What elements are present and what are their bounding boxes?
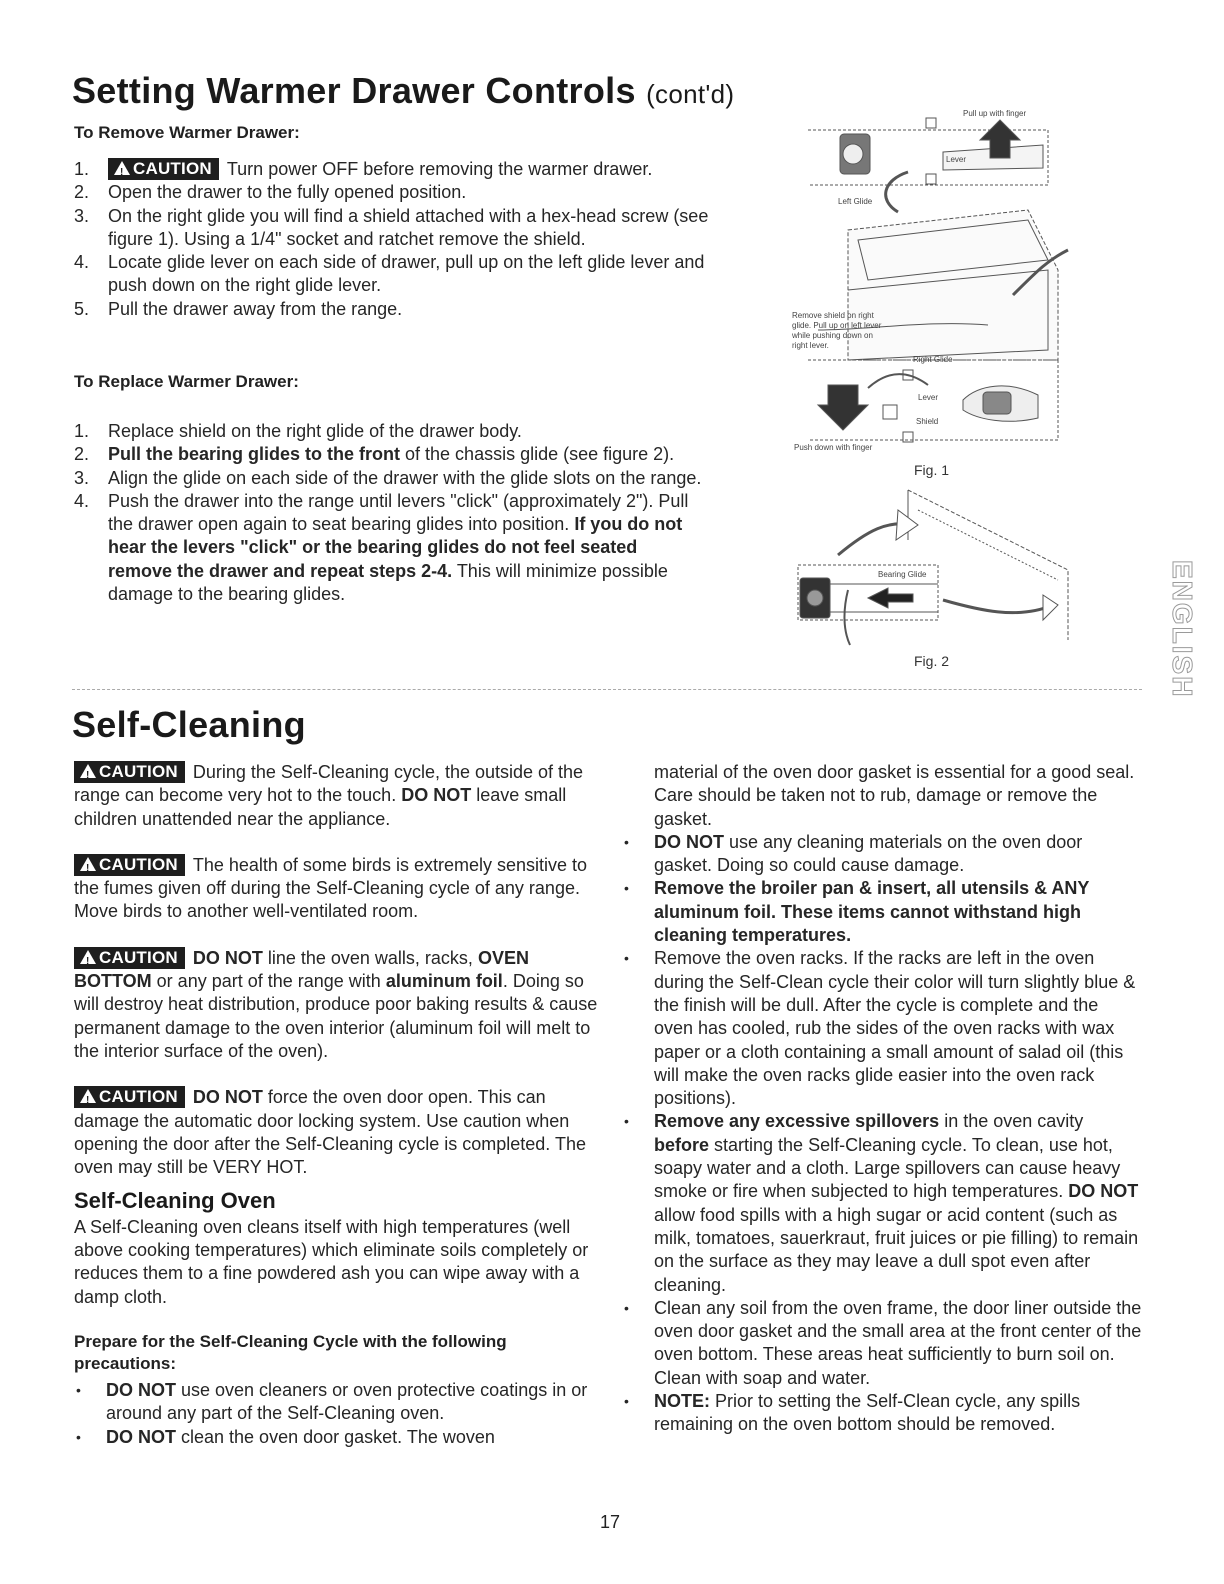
caution-1: ! CAUTION During the Self-Cleaning cycle, the outside of the range can become very hot to the touch. DO NOT leave small children unattended near the appliance.: [74, 762, 584, 829]
language-tab: ENGLISH: [1167, 560, 1198, 699]
label-remove-shield-3: while pushing down on: [792, 331, 873, 340]
right-bullets: [622, 831, 1142, 1437]
label-remove-shield-2: glide. Pull up on left lever: [792, 321, 882, 330]
oven-text: A Self-Cleaning oven cleans itself with high temperatures (well above cooking temperatures) which eliminate soils completely or reduces them to a fine powdered ash you can wipe away with a damp cloth.: [74, 1216, 589, 1307]
page-title: [72, 70, 734, 112]
replace-step-2: 2. Pull the bearing glides to the front of the chassis glide (see figure 2).: [74, 444, 675, 465]
remove-step-2: 2. Open the drawer to the fully opened position.: [74, 182, 467, 203]
figure-2-caption: Fig. 2: [914, 653, 950, 669]
figure-2-illustration: [788, 480, 1078, 655]
list-item: • Clean any soil from the oven frame, the door liner outside the oven door gasket and the small area at the front center of the oven bottom. These areas heat sufficiently to burn soil on. Clean with soap and water.: [624, 1297, 1142, 1388]
label-shield: Shield: [916, 417, 939, 426]
label-remove-shield-1: Remove shield on right: [792, 311, 874, 320]
caution-badge: ! CAUTION: [108, 158, 219, 180]
remove-steps: [74, 158, 724, 321]
list-item: • DO NOT use oven cleaners or oven protective coatings in or around any part of the Self-Cleaning oven.: [76, 1379, 588, 1424]
section-divider: [72, 689, 1142, 690]
page-number: 17: [600, 1512, 621, 1532]
right-column: [622, 761, 1142, 1437]
remove-step-5: 5. Pull the drawer away from the range.: [74, 298, 403, 319]
page-title-suffix: (cont'd): [646, 79, 735, 109]
label-push-down: Push down with finger: [794, 443, 873, 452]
prepare-heading: Prepare for the Self-Cleaning Cycle with the following precautions:: [74, 1331, 507, 1373]
label-lever-top: Lever: [946, 155, 967, 164]
warning-icon: !: [80, 1089, 96, 1103]
warning-icon: !: [80, 857, 96, 871]
remove-step-1: 1. ! CAUTION Turn power OFF before removing the warmer drawer.: [74, 159, 653, 179]
gasket-continuation: material of the oven door gasket is essential for a good seal. Care should be taken not to rub, damage or remove the gasket.: [654, 762, 1135, 829]
remove-step-4: 4. Locate glide lever on each side of drawer, pull up on the left glide lever and push down on the right glide lever.: [74, 252, 705, 296]
replace-step-1: 1. Replace shield on the right glide of the drawer body.: [74, 421, 522, 441]
label-pull-up: Pull up with finger: [963, 109, 1027, 118]
label-left-glide: Left Glide: [838, 197, 873, 206]
replace-heading: To Replace Warmer Drawer:: [74, 372, 299, 391]
page-title-text: Setting Warmer Drawer Controls: [72, 70, 636, 111]
left-column: [74, 761, 604, 1449]
caution-2: ! CAUTION The health of some birds is extremely sensitive to the fumes given off during the Self-Cleaning cycle of any range. Move birds to another well-ventilated room.: [74, 854, 588, 922]
list-item: • DO NOT clean the oven door gasket. The woven: [76, 1426, 495, 1447]
caution-badge: ! CAUTION: [74, 854, 185, 876]
self-cleaning-heading: Self-Cleaning: [72, 704, 306, 745]
warning-icon: !: [80, 764, 96, 778]
warning-icon: !: [114, 161, 130, 175]
list-item: • DO NOT use any cleaning materials on the oven door gasket. Doing so could cause damage.: [624, 831, 1083, 876]
left-bullets: [74, 1379, 604, 1449]
list-item: • Remove the oven racks. If the racks are left in the oven during the Self-Clean cycle their color will turn slightly blue & the finish will be dull. After the cycle is complete and the oven has cooled, rub the sides of the oven racks with wax paper or a cloth containing a small amount of salad oil (this will make the oven racks glide easier into the oven rack positions).: [624, 948, 1136, 1109]
caution-badge: ! CAUTION: [74, 1086, 185, 1108]
label-right-glide: Right Glide: [913, 355, 953, 364]
caution-badge: ! CAUTION: [74, 761, 185, 783]
list-item: • Remove any excessive spillovers in the oven cavity before starting the Self-Cleaning cycle. To clean, use hot, soapy water and a cloth. Large spillovers can cause heavy smoke or fire when subjected to high temperatures. DO NOT allow food spills with a high sugar or acid content (such as milk, tomatoes, sauerkraut, fruit juices or pie filling) to remain on the surface as they may leave a dull spot even after cleaning.: [624, 1111, 1139, 1295]
label-lever-bottom: Lever: [918, 393, 939, 402]
remove-step-3: 3. On the right glide you will find a shield attached with a hex-head screw (see figure 1). Using a 1/4" socket and ratchet remove the shield.: [74, 205, 709, 249]
caution-4: ! CAUTION DO NOT force the oven door open. This can damage the automatic door locking system. Use caution when opening the door after the Self-Cleaning cycle is completed. The oven may still be VERY HOT.: [74, 1087, 586, 1178]
oven-heading: Self-Cleaning Oven: [74, 1188, 276, 1214]
replace-step-3: 3. Align the glide on each side of the drawer with the glide slots on the range.: [74, 467, 702, 488]
figure-1-caption: Fig. 1: [914, 462, 950, 478]
list-item: • Remove the broiler pan & insert, all utensils & ANY aluminum foil. These items cannot withstand high cleaning temperatures.: [624, 878, 1090, 946]
figure-1-illustration: [788, 100, 1078, 460]
replace-steps: [74, 420, 704, 606]
caution-3: ! CAUTION DO NOT line the oven walls, racks, OVEN BOTTOM or any part of the range with aluminum foil. Doing so will destroy heat distribution, produce poor baking results & cause permanent damage to the oven interior (aluminum foil will melt to the interior surface of the oven).: [74, 947, 598, 1061]
list-item: • NOTE: Prior to setting the Self-Clean cycle, any spills remaining on the oven bottom should be removed.: [624, 1391, 1081, 1435]
remove-heading: To Remove Warmer Drawer:: [74, 123, 300, 142]
warning-icon: !: [80, 950, 96, 964]
label-bearing-glide: Bearing Glide: [878, 570, 927, 579]
caution-badge: ! CAUTION: [74, 947, 185, 969]
replace-step-4: 4. Push the drawer into the range until levers "click" (approximately 2"). Pull the drawer open again to seat bearing glides into position. If you do not hear the levers "click" or the bearing glides do not feel seated remove the drawer and repeat steps 2-4. This will minimize possible damage to the bearing glides.: [74, 490, 689, 605]
label-remove-shield-4: right lever.: [792, 341, 829, 350]
